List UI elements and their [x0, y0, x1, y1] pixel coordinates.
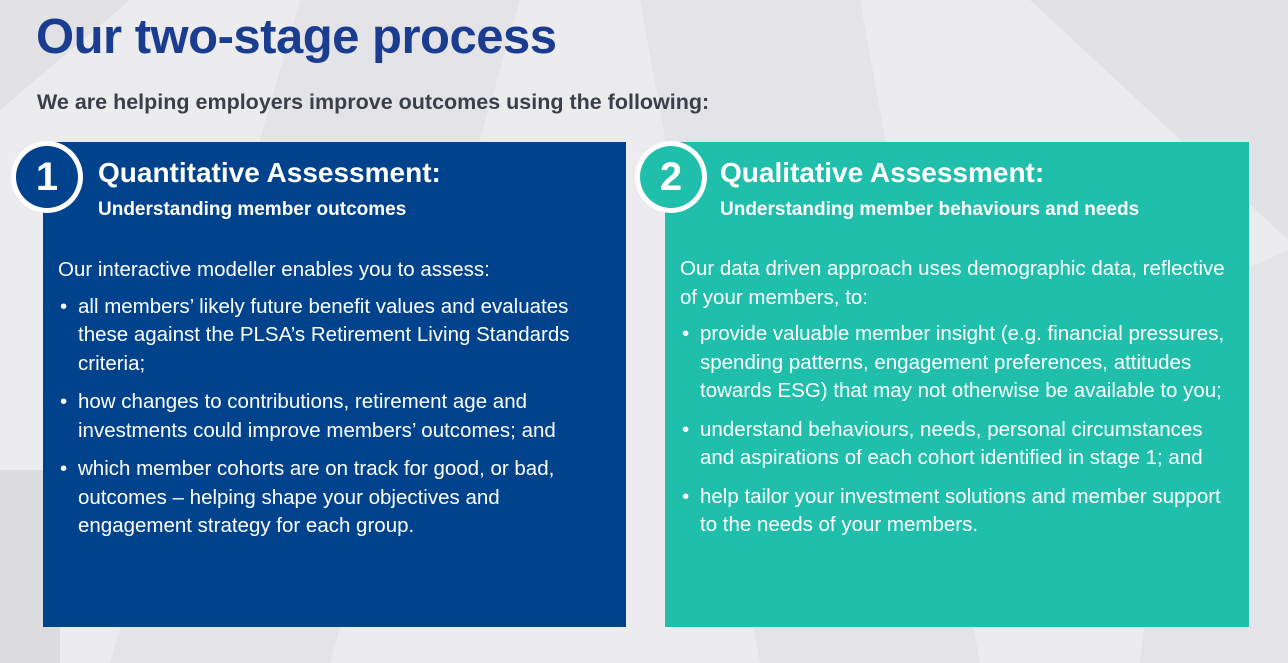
list-item-text: understand behaviours, needs, personal circumstances and aspirations of each cohort identified in stage 1; and: [700, 417, 1203, 469]
list-item: [58, 388, 608, 445]
bullet-icon: •: [682, 322, 690, 345]
stage-2-body: [680, 255, 1231, 550]
stage-2-number: 2: [640, 146, 702, 208]
bullet-icon: •: [682, 417, 690, 441]
list-item-text: help tailor your investment solutions and member support to the needs of your members.: [700, 484, 1221, 536]
list-item: [58, 293, 608, 379]
page-subtitle: We are helping employers improve outcomes using the following:: [37, 90, 710, 114]
stage-2-bullet-list: [680, 320, 1231, 540]
stage-2-card: [665, 142, 1249, 627]
stage-2-subheading: Understanding member behaviours and needs: [720, 199, 1140, 220]
list-item-text: how changes to contributions, retirement age and investments could improve members’ outcomes; and: [78, 390, 556, 442]
page-title: Our two-stage process: [36, 10, 557, 64]
bullet-icon: •: [60, 390, 68, 413]
stage-1-number: 1: [16, 146, 78, 208]
list-item: [680, 320, 1231, 406]
bullet-icon: •: [60, 457, 68, 480]
list-item: [680, 416, 1231, 473]
stage-1-heading: Quantitative Assessment:: [98, 157, 441, 188]
stage-1-subheading: Understanding member outcomes: [98, 199, 407, 220]
stage-1-body: [58, 256, 608, 551]
list-item-text: provide valuable member insight (e.g. financial pressures, spending patterns, engagement preferences, attitudes towards ESG) that may not otherwise be available to you;: [700, 322, 1225, 402]
bullet-icon: •: [682, 484, 690, 508]
stage-2-number-badge: [635, 141, 707, 213]
stage-2-heading: Qualitative Assessment:: [720, 157, 1045, 188]
stage-1-intro: Our interactive modeller enables you to assess:: [58, 258, 490, 281]
stage-1-card: [43, 142, 626, 627]
list-item: [680, 483, 1231, 540]
stage-1-number-badge: [11, 141, 83, 213]
stage-2-intro: Our data driven approach uses demographic data, reflective of your members, to:: [680, 257, 1225, 309]
list-item-text: all members’ likely future benefit values and evaluates these against the PLSA’s Retirement Living Standards criteria;: [78, 294, 570, 375]
list-item-text: which member cohorts are on track for good, or bad, outcomes – helping shape your objectives and engagement strategy for each group.: [78, 457, 555, 537]
list-item: [58, 455, 608, 541]
bullet-icon: •: [60, 294, 68, 318]
stage-1-bullet-list: [58, 293, 608, 541]
